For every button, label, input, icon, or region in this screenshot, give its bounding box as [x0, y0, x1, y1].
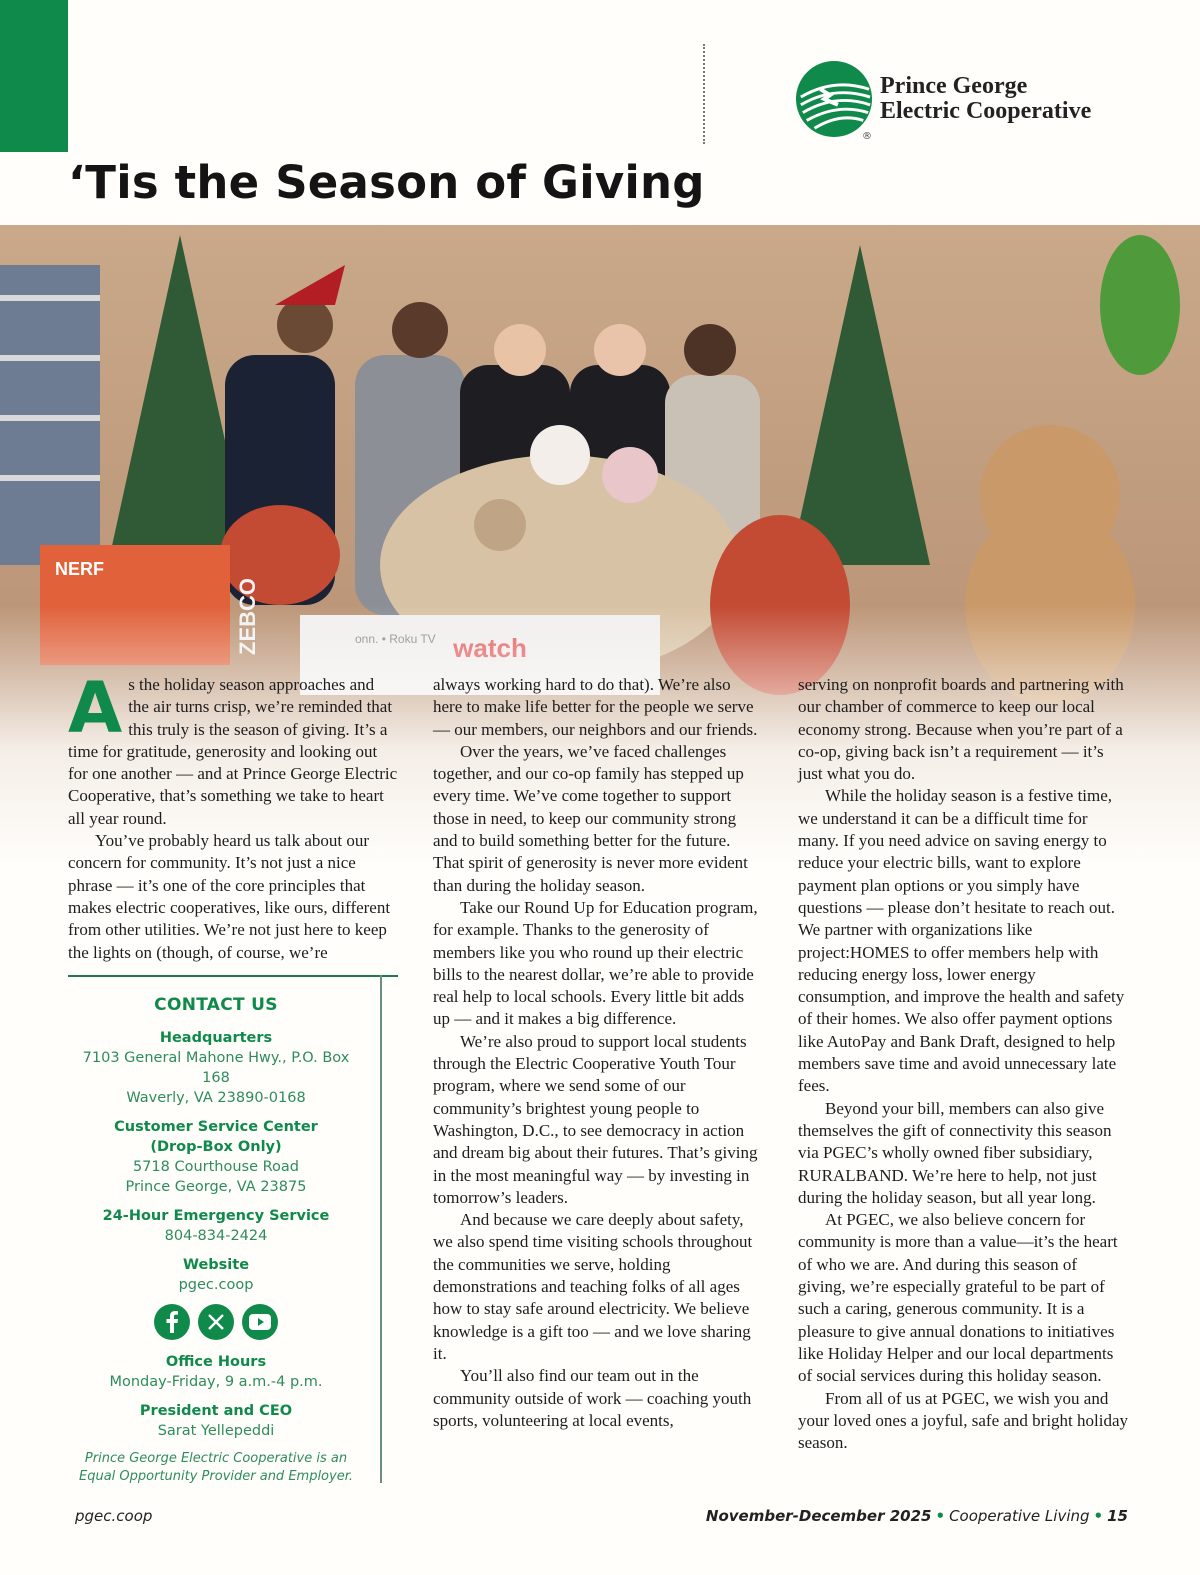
hq-address-line-2: Waverly, VA 23890-0168: [126, 1090, 306, 1106]
csc-address-line-2: Prince George, VA 23875: [125, 1179, 307, 1195]
footer-website[interactable]: pgec.coop: [75, 1507, 153, 1525]
drop-cap: A: [68, 667, 123, 749]
registered-mark: ®: [862, 131, 872, 142]
hours-label: Office Hours: [165, 1354, 267, 1370]
csc-label-sub: (Drop-Box Only): [150, 1139, 282, 1155]
hours-value: Monday-Friday, 9 a.m.-4 p.m.: [109, 1374, 323, 1390]
photo-sign-nerf: NERF: [55, 559, 104, 579]
contact-side-rule: [380, 975, 382, 1483]
csc-block: [68, 1117, 364, 1197]
footer-issue-date: November-December 2025: [705, 1507, 932, 1525]
emergency-label: 24-Hour Emergency Service: [102, 1208, 330, 1224]
footer-separator: •: [935, 1507, 946, 1525]
article-paragraph: And because we care deeply about safety, we also spend time visiting schools throughout the communities we serve, holding demonstrations and teaching folks of all ages how to stay safe around electricity. We believe knowledge is a gift too — and we love sharing it.: [433, 1210, 753, 1363]
footer-separator: •: [1093, 1507, 1104, 1525]
emergency-phone-link[interactable]: 804-834-2424: [164, 1228, 268, 1244]
ceo-block: [68, 1401, 364, 1441]
article-paragraph: Beyond your bill, members can also give themselves the gift of connectivity this season via PGEC’s wholly owned fiber subsidiary, RURALBAND. We’re here to help, not just during the holiday season, but all year long.: [798, 1098, 1112, 1207]
contact-box: [68, 995, 364, 1486]
article-paragraph: At PGEC, we also believe concern for community is more than a value—it’s the heart of who we are. And during this season of giving, we’re especially grateful to be part of such a caring, generous community. It is a pleasure to give annual donations to initiatives like Holiday Helper and our local departments of social services during this holiday season.: [798, 1210, 1118, 1386]
footer-magazine: Cooperative Living: [949, 1507, 1090, 1525]
article-paragraph: always working hard to do that). We’re also here to make life better for the people we serve — our members, our neighbors and our friends.: [433, 675, 758, 739]
logo-line-2: Electric Cooperative: [880, 98, 1092, 124]
article-column-1: [68, 667, 398, 964]
eeo-line-2: Equal Opportunity Provider and Employer.: [79, 1469, 353, 1484]
ceo-name: Sarat Yellepeddi: [157, 1423, 275, 1439]
eeo-statement: [68, 1450, 364, 1486]
article-paragraph: serving on nonprofit boards and partnering with our chamber of commerce to keep our local economy strong. Because when you’re part of a co-op, giving back isn’t a requirement — it’s just what you do.: [798, 675, 1124, 784]
page-title: ‘Tis the Season of Giving: [68, 156, 705, 209]
website-label: Website: [182, 1257, 250, 1273]
youtube-icon[interactable]: [242, 1304, 278, 1340]
article-column-3: [798, 674, 1128, 1454]
article-column-2: [433, 674, 759, 1432]
footer-page-number: 15: [1107, 1507, 1128, 1525]
logo-line-1: Prince George: [880, 73, 1028, 99]
header-divider: [703, 44, 705, 144]
x-icon[interactable]: [198, 1304, 234, 1340]
article-paragraph: s the holiday season approaches and the air turns crisp, we’re reminded that this truly is the season of giving. It’s a time for gratitude, generosity and looking out for one another — and at Prince George Electric Cooperative, that’s something we take to heart all year round.: [68, 675, 398, 828]
article-paragraph: While the holiday season is a festive time, we understand it can be a difficult time for many. If you need advice on saving energy to reduce your electric bills, want to explore payment plan options or you simply have questions — please don’t hesitate to reach out. We partner with organizations like project:HOMES to offer members help with reducing energy loss, lower energy consumption, and improve the health and safety of their homes. We also offer payment options like AutoPay and Bank Draft, designed to help members save time and avoid unnecessary late fees.: [798, 786, 1125, 1096]
website-block: [68, 1255, 364, 1295]
website-link[interactable]: pgec.coop: [178, 1277, 254, 1293]
article-paragraph: Over the years, we’ve faced challenges together, and our co-op family has stepped up every time. We’ve come together to support those in need, to keep our community strong and to build something better for the future. That spirit of generosity is never more evident than during the holiday season.: [433, 741, 748, 895]
hq-label: Headquarters: [159, 1030, 273, 1046]
hq-block: [68, 1028, 364, 1108]
footer-issue: [706, 1507, 1128, 1525]
green-accent-bar: [0, 0, 68, 152]
pgec-logo[interactable]: [795, 60, 1091, 138]
social-links: [68, 1304, 364, 1340]
article-paragraph: Take our Round Up for Education program, for example. Thanks to the generosity of members like you who round up their electric bills to the nearest dollar, we’re able to provide real help to local schools. Every little bit adds up — and it makes a big difference.: [433, 897, 758, 1029]
csc-label: Customer Service Center: [114, 1119, 318, 1135]
article-paragraph: You’ll also find our team out in the community outside of work — coaching youth sports, volunteering at local events,: [433, 1366, 752, 1430]
article-paragraph: You’ve probably heard us talk about our concern for community. It’s not just a nice phrase — it’s one of the core principles that makes electric cooperatives, like ours, different from other utilities. We’re not just here to keep the lights on (though, of course, we’re: [68, 831, 391, 962]
article-paragraph: From all of us at PGEC, we wish you and your loved ones a joyful, safe and bright holiday season.: [798, 1388, 1129, 1453]
csc-address-line-1: 5718 Courthouse Road: [132, 1159, 300, 1175]
pgec-logo-icon: [795, 60, 873, 138]
emergency-block: [68, 1206, 364, 1246]
article-paragraph: We’re also proud to support local students through the Electric Cooperative Youth Tour program, where we send some of our community’s brightest young people to Washington, D.C., to see democracy in action and dream big about their futures. That’s giving in the most meaningful way — by investing in tomorrow’s leaders.: [433, 1031, 758, 1207]
contact-top-rule: [68, 975, 398, 977]
ceo-label: President and CEO: [139, 1403, 293, 1419]
contact-title: CONTACT US: [154, 995, 278, 1015]
eeo-line-1: Prince George Electric Cooperative is an: [84, 1451, 348, 1466]
facebook-icon[interactable]: [154, 1304, 190, 1340]
hq-address-line-1: 7103 General Mahone Hwy., P.O. Box 168: [82, 1050, 350, 1086]
hours-block: [68, 1352, 364, 1392]
